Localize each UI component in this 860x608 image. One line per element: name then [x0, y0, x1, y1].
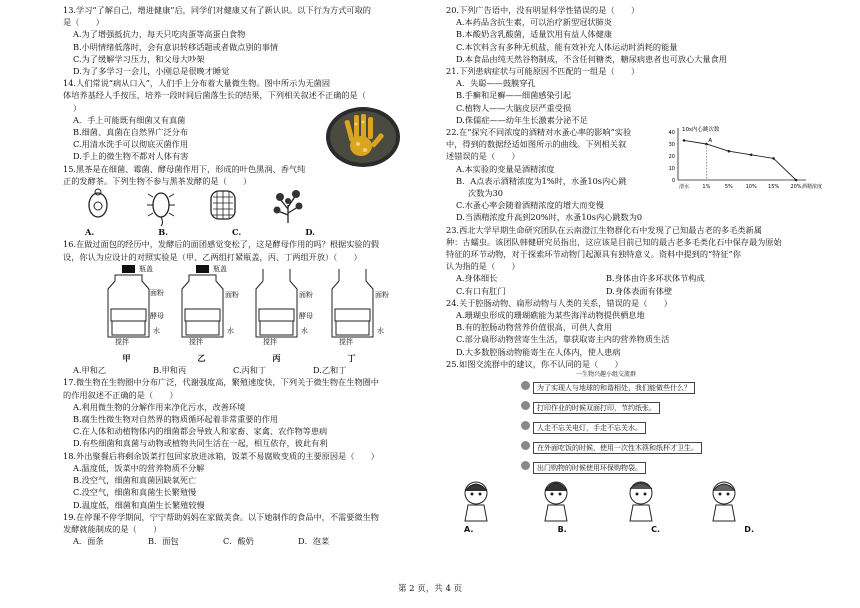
y-tick-label: 40 — [668, 130, 675, 137]
option: C.水蚤心率会随着酒精浓度的增大而变慢 — [456, 200, 604, 211]
q21-stem: 21.下列患病症状与可能原因不匹配的一组是（ ） — [446, 66, 640, 77]
group-label: 乙 — [197, 353, 206, 364]
x-tick-label: 1% — [702, 184, 711, 191]
option: B.没空气，细菌和真菌因缺氧死亡 — [73, 475, 197, 486]
bacterium-icon — [147, 193, 175, 226]
cap-label: 瓶盖 — [139, 264, 153, 273]
data-point — [795, 179, 798, 182]
dough-label: 面粉 — [299, 290, 313, 299]
q18-stem: 18.外出聚餐后将剩余饭菜打包回家放进冰箱，饭菜不易腐败变质的主要原因是（ ） — [63, 450, 379, 461]
option: C．酸奶 — [223, 536, 254, 547]
question-23 — [446, 224, 831, 297]
q22-stem: 22.在“探究不同浓度的酒精对水蚤心率的影响”实验 — [446, 127, 632, 138]
question-16 — [63, 238, 433, 376]
option: C.没空气，细菌和真菌生长繁殖慢 — [73, 487, 197, 498]
option: B.本酸奶含乳酸菌，适量饮用有益人体健康 — [456, 29, 612, 40]
option-label: C. — [651, 525, 661, 535]
question-18 — [63, 450, 433, 511]
option: B.手癣和足癣——细菌感染引起 — [456, 90, 572, 101]
q19-stem: 19.在停课不停学期间，宁宁帮助妈妈在家做美食。以下她制作的食品中，不需要微生物 — [63, 511, 379, 522]
chat-message — [533, 401, 660, 414]
q20-stem: 20.下列广告语中，没有明显科学性错误的是（ ） — [446, 5, 640, 15]
option: A.利用微生物的分解作用来净化污水，改善环境 — [73, 401, 246, 412]
q22-stem: 中，得到的数据经适如图所示的曲线。下列相关叙 — [446, 139, 627, 150]
option: B.身体由许多环状体节构成 — [606, 273, 705, 284]
student-c-icon — [630, 482, 652, 521]
chat-group-title: 一生物兴趣小组交流群 — [576, 371, 637, 379]
option: B．A点表示酒精浓度为1%时，水蚤10s内心跳 — [456, 175, 627, 186]
dough-label: 面粉 — [225, 290, 239, 299]
q25-stem: 25.如图交流群中的建议，你不认同的是（ ） — [446, 358, 623, 369]
student-d-icon — [713, 482, 735, 521]
option: B.甲和丙 — [153, 365, 187, 376]
question-25 — [446, 358, 831, 537]
option: C.为了缓解学习压力，和父母大吵架 — [73, 53, 205, 64]
stir-label: 搅拌 — [115, 337, 129, 346]
option-label: D. — [305, 227, 315, 238]
microbe-options-image — [83, 187, 343, 227]
q23-stem: 认为指的是（ ） — [446, 261, 520, 272]
data-point — [683, 139, 686, 142]
option: A．失聪——鼓膜穿孔 — [456, 78, 536, 89]
chat-panel — [521, 379, 721, 473]
option: D.侏儒症——幼年生长激素分泌不足 — [456, 114, 588, 125]
dough-label: 面粉 — [150, 288, 164, 297]
option-label: B. — [158, 227, 169, 238]
option: D．泡菜 — [298, 536, 330, 547]
question-21 — [446, 65, 831, 126]
page-footer: 第 2 页，共 4 页 — [397, 584, 463, 594]
series-line — [684, 140, 796, 180]
data-point — [750, 154, 753, 157]
option: C.植物人——大脑皮层严重受损 — [456, 102, 572, 113]
option: B.有的腔肠动物营养价值很高，可供人食用 — [456, 322, 612, 333]
option: B.小明情绪低落时，会有意识转移话题或者做点别的事情 — [73, 41, 279, 52]
option: A.为了增强抵抗力，每天只吃肉蛋等高蛋白食物 — [73, 29, 246, 40]
q17-stem: 的作用叙述不正确的是（ ） — [63, 389, 178, 400]
mold-icon — [274, 190, 303, 223]
option: C.本饮料含有多种无机盐，能有效补充人体运动时消耗的能量 — [456, 41, 678, 52]
avatar-icon — [521, 441, 530, 450]
option: 次数为30 — [468, 188, 503, 199]
q13-stem: 是（ ） — [63, 17, 104, 28]
option: B.腐生性微生物对自然界的物质循环起着非常重要的作用 — [73, 414, 279, 425]
option: D.手上的微生物不都对人体有害 — [73, 151, 189, 162]
point-a-label: A — [708, 138, 713, 145]
water-label: 水 — [377, 326, 384, 335]
dough-label: 面粉 — [375, 290, 389, 299]
question-17 — [63, 376, 433, 449]
water-label: 水 — [301, 326, 308, 335]
option-label: C. — [232, 227, 242, 238]
option: C.部分扁形动物营寄生生活，靠获取寄主内的营养物质生活 — [456, 334, 670, 345]
question-14 — [63, 77, 433, 162]
x-tick-label: 20% — [790, 184, 802, 191]
yeast-label: 酵母 — [150, 311, 164, 320]
chart-title: 10s内心跳次数 — [682, 127, 720, 134]
q23-stem: 特征的环节动物，对于探索环节动物门起源具有独特意义。资料中提到的“特征”你 — [446, 249, 741, 260]
petri-dish-hand-image — [325, 106, 401, 168]
q23-stem: 23.西北大学早期生命研究团队在云南澄江生物群化石中发现了已知最古老的多毛类新属 — [446, 224, 762, 235]
option: A.本实验的变量是酒精浓度 — [456, 163, 555, 174]
cap-label: 瓶盖 — [213, 264, 227, 273]
option: A.珊瑚虫形成的珊瑚礁能为某些海洋动物提供栖息地 — [456, 310, 645, 321]
avatar-icon — [521, 421, 530, 430]
x-tick-label: 5% — [724, 184, 733, 191]
option: A.身体细长 — [456, 273, 498, 284]
option: A．面条 — [73, 536, 104, 547]
option: B.细菌、真菌在自然界广泛分布 — [73, 127, 189, 138]
option: C.用清水洗手可以彻底灭菌作用 — [73, 139, 189, 150]
x-tick-label: 10% — [745, 184, 757, 191]
option: D.大多数腔肠动物能寄生在人体内，使人患病 — [456, 346, 621, 357]
option: D.为了多学习一会儿，小刚总是很晚才睡觉 — [73, 66, 230, 77]
chat-bubble-text: 为了实现人与地球的和谐相处，我们能做些什么？ — [533, 382, 695, 394]
q15-stem: 正的发酵茶。下列生物不参与黑茶发酵的是（ ） — [63, 175, 252, 186]
question-15 — [63, 163, 433, 239]
q22-stem: 述错误的是（ ） — [446, 151, 520, 162]
stir-label: 搅拌 — [339, 337, 353, 346]
avatar-icon — [521, 401, 530, 410]
yeast-label: 酵母 — [299, 311, 313, 320]
q15-stem: 15.黑茶是在细菌、霉菌、酵母菌作用下，形成的叶色黑润、香气纯 — [63, 163, 306, 174]
student-b-icon — [545, 482, 567, 521]
right-column — [446, 4, 831, 537]
option: C.有口有肛门 — [456, 285, 506, 296]
x-tick-label: 清水 — [678, 184, 690, 191]
option: A.本药品含抗生素，可以治疗新型冠状肺炎 — [456, 17, 612, 28]
chat-bubble-text: 打印作业的时候双面打印，节约纸张。 — [533, 402, 660, 414]
group-label: 甲 — [122, 353, 131, 364]
chat-bubble-text: 出门购物的时候使用环保购物袋。 — [533, 462, 646, 474]
avatar-icon — [521, 381, 530, 390]
stir-label: 搅拌 — [189, 337, 203, 346]
question-22 — [446, 126, 831, 224]
yeast-cell-icon — [89, 189, 107, 217]
question-24 — [446, 297, 831, 358]
group-label: 丙 — [272, 353, 281, 364]
option-label: A. — [464, 525, 474, 535]
q24-stem: 24.关于腔肠动物、扁形动物与人类的关系，错误的是（ ） — [446, 297, 672, 308]
stir-label: 搅拌 — [263, 337, 277, 346]
y-tick-label: 10 — [668, 166, 675, 173]
option-label: A. — [85, 227, 95, 238]
y-tick-label: 20 — [668, 154, 675, 161]
question-19 — [63, 511, 433, 548]
student-a-icon — [465, 482, 487, 521]
water-label: 水 — [153, 326, 160, 335]
avatar-icon — [521, 461, 530, 470]
x-tick-label: 15% — [768, 184, 780, 191]
left-column — [63, 4, 433, 547]
q14-stem: 14.人们常说“病从口入”，人们手上分布着大量微生物。图中所示为无菌固 — [63, 78, 331, 89]
option: C.丙和丁 — [233, 365, 267, 376]
chat-message — [533, 421, 646, 434]
chat-message — [533, 441, 702, 454]
option: C.在人体和动植物体内的细菌都会导致人和家畜、家禽、农作物等患病 — [73, 426, 328, 437]
option: A.温度低，饭菜中的营养物质不分解 — [73, 462, 205, 473]
students-cartoon-image — [456, 479, 756, 523]
q14-stem: 体培养基经人手按压，培养一段时间后菌落生长的结果，下列相关叙述不正确的是（ — [63, 90, 366, 101]
option: A.甲和乙 — [73, 365, 107, 376]
q16-stem: 16.在做过面包的经历中，发酵后的面团感觉变松了，这是酵母作用的吗？根据实验的假 — [63, 239, 379, 250]
heart-rate-chart — [658, 124, 833, 190]
water-label: 水 — [227, 326, 234, 335]
chat-message — [533, 461, 646, 474]
data-point — [772, 157, 775, 160]
chat-bubble-text: 人走不忘关电灯，手走不忘关水。 — [533, 422, 646, 434]
option-label: B. — [557, 525, 567, 535]
option-label: D. — [744, 525, 754, 535]
chat-bubble-text: 在外面吃饭的时候，使用一次性木筷和纸杯才卫生。 — [533, 442, 702, 454]
option: D.身体表面有体壁 — [606, 285, 673, 296]
question-20 — [446, 4, 831, 65]
option: D.有些细菌和真菌与动物或植物共同生活在一起，相互依存，彼此有利 — [73, 438, 328, 449]
y-tick-label: 0 — [671, 178, 675, 185]
q16-stem: 设，你认为应设计的对照实验是（甲、乙两组打紧瓶盖，丙、丁两组开放）（ ） — [63, 251, 362, 262]
option: D.当酒精浓度升高到20%时，水蚤10s内心跳数为0 — [456, 212, 643, 223]
virus-icon — [211, 191, 235, 219]
q13-stem: 13.学习“了解自己，增进健康”后，同学们对健康又有了新认识。以下行为方式可取的 — [63, 5, 371, 15]
option: D.本食品由纯天然谷物制成，不含任何糖类，糖尿病患者也可放心大量食用 — [456, 53, 727, 64]
bottle-experiment-diagram — [77, 263, 417, 349]
q17-stem: 17.微生物在生物圈中分布广泛，代谢强度高，繁殖速度快，下列关于微生物在生物圈中 — [63, 377, 379, 388]
option: D.乙和丁 — [313, 365, 347, 376]
option: B．面包 — [148, 536, 179, 547]
option: D.温度低，细菌和真菌生长繁殖较慢 — [73, 499, 205, 510]
y-tick-label: 30 — [668, 142, 675, 149]
question-13 — [63, 4, 433, 77]
q19-stem: 发酵就能制成的是（ ） — [63, 523, 162, 534]
group-label: 丁 — [347, 353, 356, 364]
q23-stem: 种：古蠕虫。该团队韩健研究员指出，这应该是目前已知的最古老多毛类化石中保存最为原始 — [446, 236, 782, 247]
q14-stem: ） — [73, 102, 82, 113]
x-axis-label: 酒精浓度 — [802, 184, 823, 191]
option: A．手上可能既有细菌又有真菌 — [73, 114, 186, 125]
chat-message — [533, 381, 695, 394]
data-point — [728, 150, 731, 153]
